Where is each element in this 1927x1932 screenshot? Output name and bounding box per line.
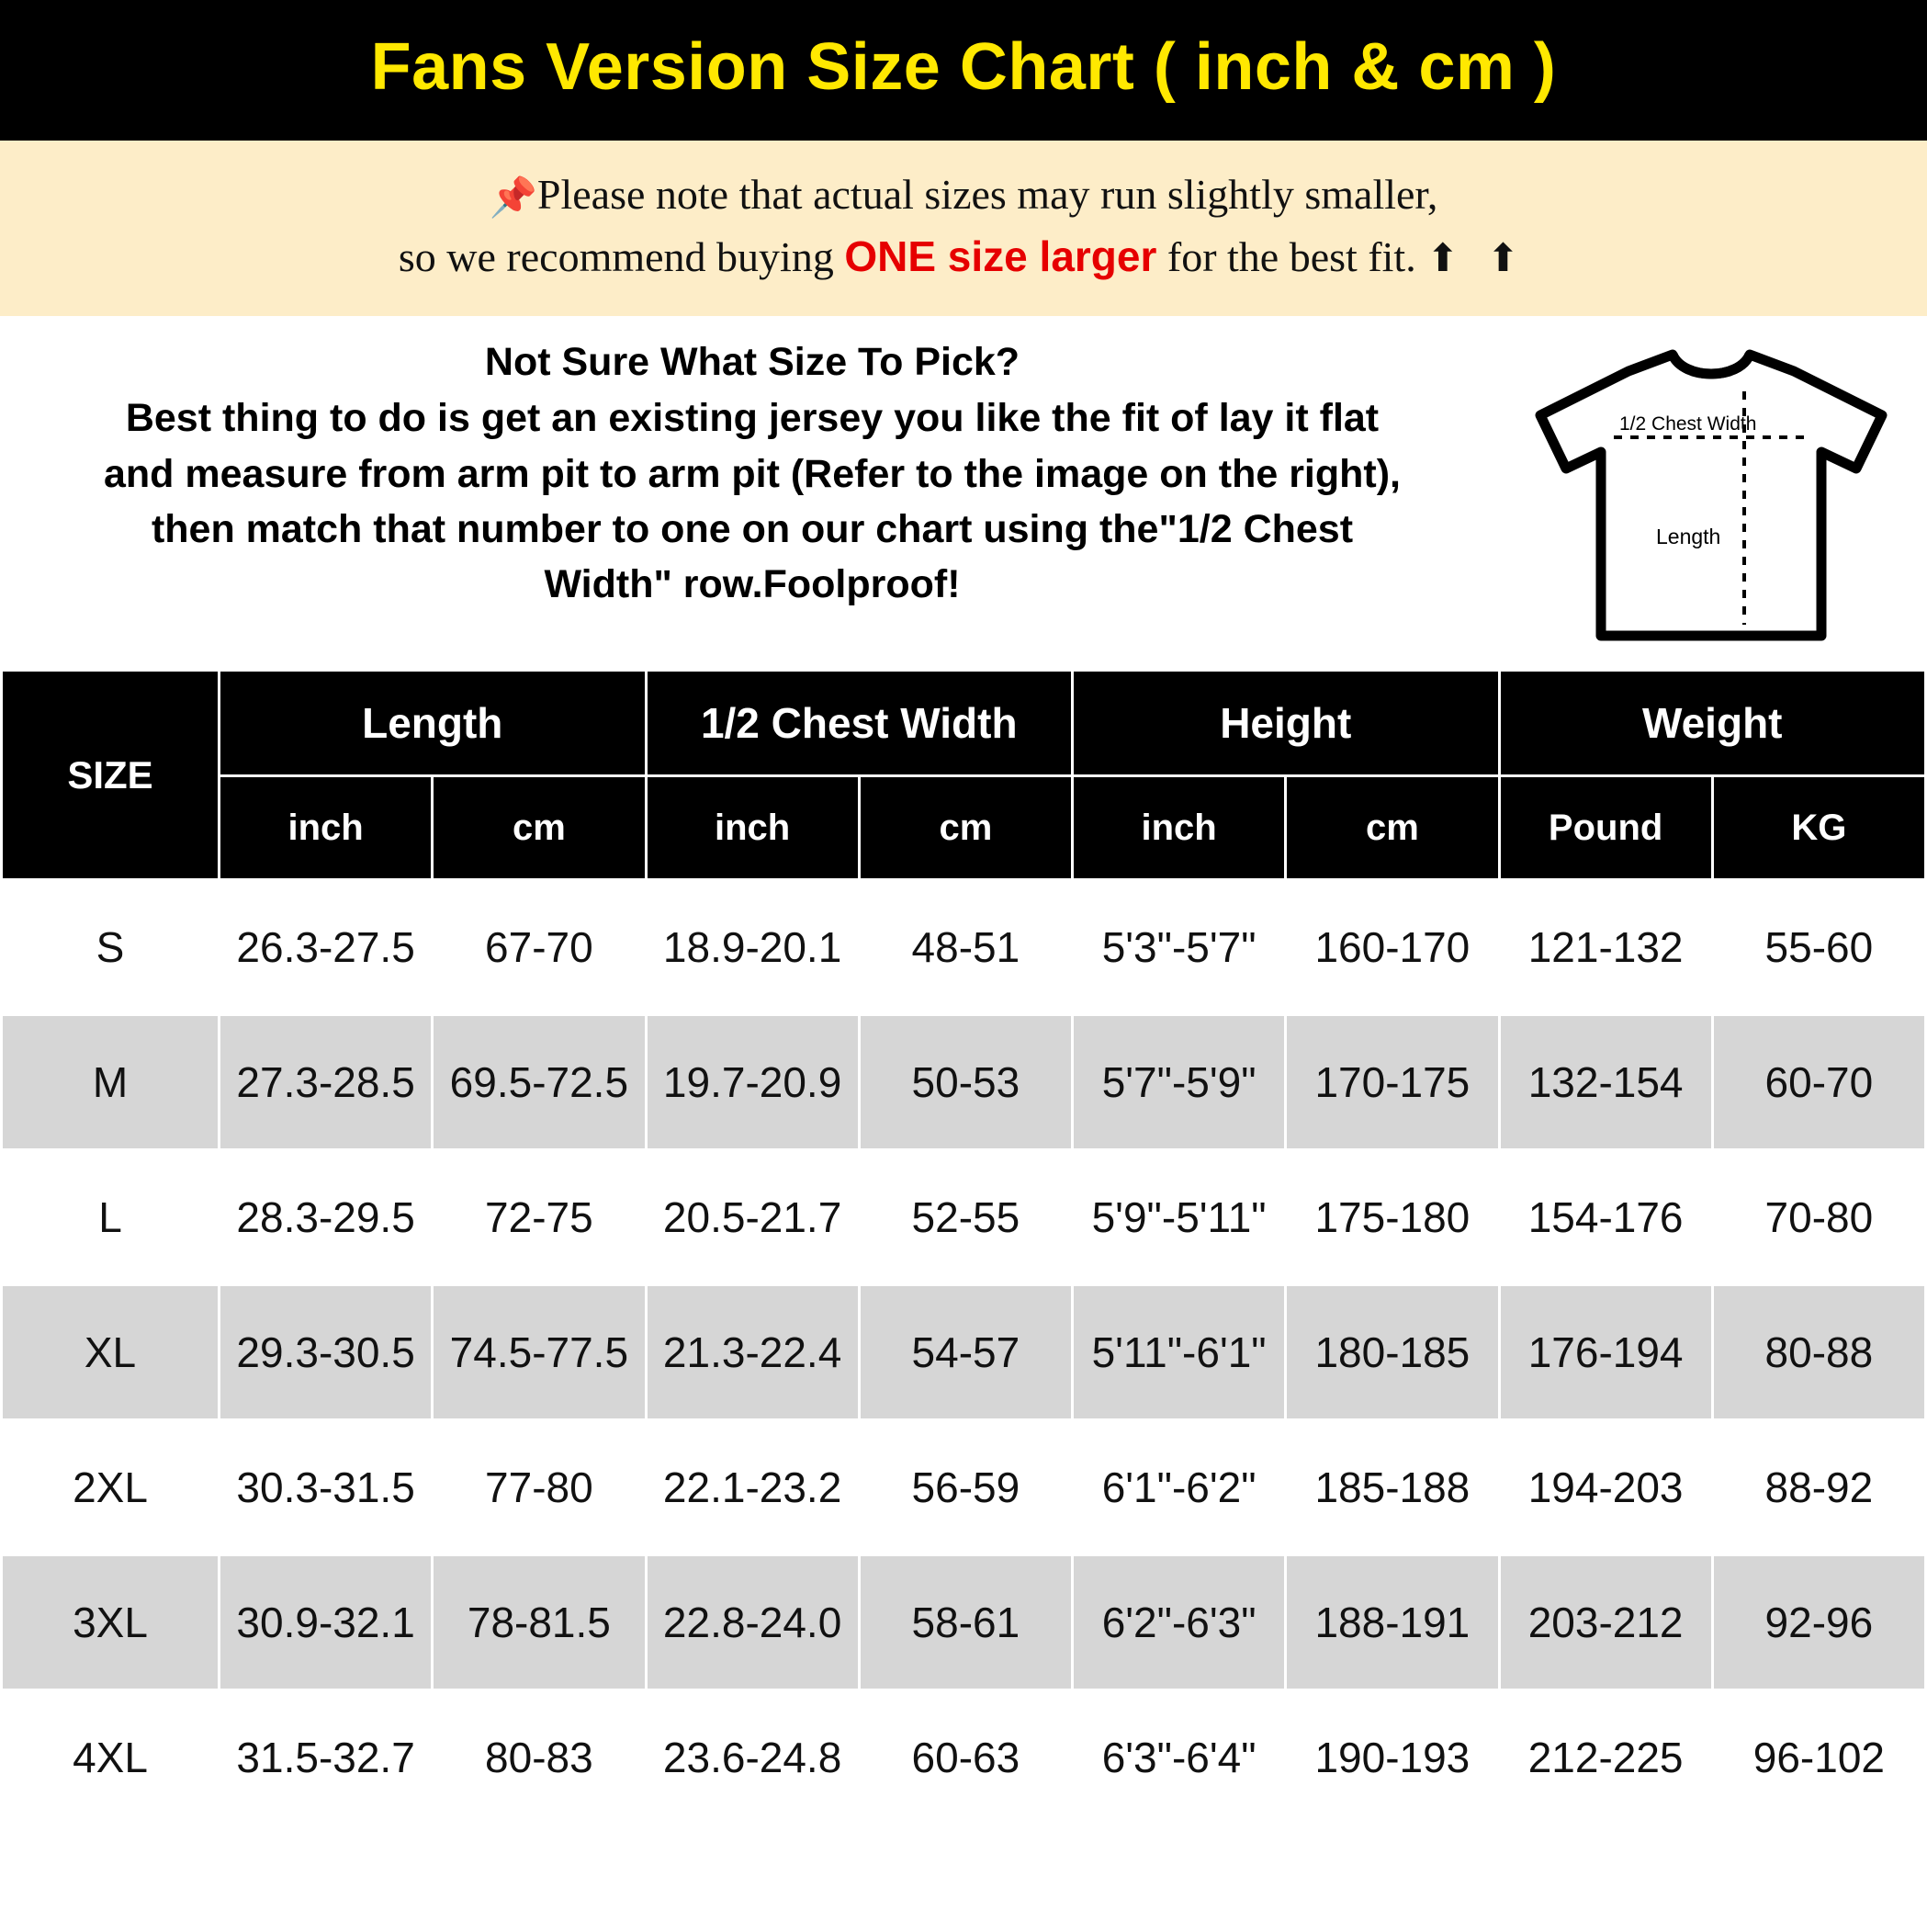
table-row <box>2 1150 1926 1285</box>
note-line-2 <box>18 227 1909 288</box>
cell-length-cm: 78-81.5 <box>433 1555 646 1690</box>
col-group-chest-width: 1/2 Chest Width <box>646 671 1073 776</box>
col-group-weight: Weight <box>1499 671 1926 776</box>
col-header-height-cm: cm <box>1286 776 1499 880</box>
cell-length-inch: 27.3-28.5 <box>220 1015 433 1150</box>
cell-height-inch: 6'1"-6'2" <box>1073 1420 1286 1555</box>
cell-height-cm: 185-188 <box>1286 1420 1499 1555</box>
cell-weight-pound: 212-225 <box>1499 1690 1712 1825</box>
cell-chest-inch: 22.8-24.0 <box>646 1555 859 1690</box>
cell-length-inch: 26.3-27.5 <box>220 880 433 1015</box>
tshirt-diagram <box>1495 340 1927 652</box>
col-header-height-inch: inch <box>1073 776 1286 880</box>
cell-length-cm: 69.5-72.5 <box>433 1015 646 1150</box>
cell-chest-cm: 56-59 <box>859 1420 1072 1555</box>
chest-width-label: 1/2 Chest Width <box>1619 413 1757 435</box>
cell-size: 2XL <box>2 1420 220 1555</box>
cell-length-cm: 67-70 <box>433 880 646 1015</box>
cell-chest-inch: 23.6-24.8 <box>646 1690 859 1825</box>
cell-weight-pound: 176-194 <box>1499 1285 1712 1420</box>
cell-weight-pound: 194-203 <box>1499 1420 1712 1555</box>
cell-chest-cm: 54-57 <box>859 1285 1072 1420</box>
table-row <box>2 1285 1926 1420</box>
cell-chest-cm: 52-55 <box>859 1150 1072 1285</box>
cell-height-cm: 170-175 <box>1286 1015 1499 1150</box>
table-row <box>2 1420 1926 1555</box>
cell-height-cm: 188-191 <box>1286 1555 1499 1690</box>
cell-length-cm: 72-75 <box>433 1150 646 1285</box>
size-table <box>0 669 1927 1826</box>
cell-weight-kg: 92-96 <box>1712 1555 1925 1690</box>
cell-height-inch: 5'3"-5'7" <box>1073 880 1286 1015</box>
cell-chest-cm: 50-53 <box>859 1015 1072 1150</box>
cell-size: M <box>2 1015 220 1150</box>
col-header-weight-kg: KG <box>1712 776 1925 880</box>
cell-size: XL <box>2 1285 220 1420</box>
size-table-body <box>2 880 1926 1825</box>
table-row <box>2 1015 1926 1150</box>
col-header-weight-pound: Pound <box>1499 776 1712 880</box>
help-text-block <box>0 340 1495 612</box>
cell-length-inch: 28.3-29.5 <box>220 1150 433 1285</box>
cell-length-inch: 31.5-32.7 <box>220 1690 433 1825</box>
help-title: Not Sure What Size To Pick? <box>484 340 1020 385</box>
col-header-chest-inch: inch <box>646 776 859 880</box>
help-section <box>0 320 1927 669</box>
cell-chest-inch: 18.9-20.1 <box>646 880 859 1015</box>
cell-length-inch: 29.3-30.5 <box>220 1285 433 1420</box>
note-text-2-post: for the best fit. <box>1156 232 1416 280</box>
cell-height-cm: 175-180 <box>1286 1150 1499 1285</box>
cell-weight-kg: 80-88 <box>1712 1285 1925 1420</box>
help-line-1: Best thing to do is get an existing jersey you like the fit of lay it flat <box>125 396 1380 441</box>
note-text-1: Please note that actual sizes may run slightly smaller, <box>536 171 1438 219</box>
help-line-2: and measure from arm pit to arm pit (Refer to the image on the right), <box>103 451 1401 496</box>
table-row <box>2 1690 1926 1825</box>
cell-size: S <box>2 880 220 1015</box>
cell-chest-inch: 19.7-20.9 <box>646 1015 859 1150</box>
cell-weight-kg: 60-70 <box>1712 1015 1925 1150</box>
cell-height-inch: 6'2"-6'3" <box>1073 1555 1286 1690</box>
cell-length-cm: 74.5-77.5 <box>433 1285 646 1420</box>
cell-length-inch: 30.9-32.1 <box>220 1555 433 1690</box>
length-label: Length <box>1656 525 1721 549</box>
cell-height-inch: 6'3"-6'4" <box>1073 1690 1286 1825</box>
cell-size: 4XL <box>2 1690 220 1825</box>
col-header-chest-cm: cm <box>859 776 1072 880</box>
cell-length-inch: 30.3-31.5 <box>220 1420 433 1555</box>
cell-length-cm: 77-80 <box>433 1420 646 1555</box>
cell-size: L <box>2 1150 220 1285</box>
cell-chest-cm: 60-63 <box>859 1690 1072 1825</box>
page-title: Fans Version Size Chart ( inch & cm ) <box>370 30 1557 104</box>
title-bar <box>0 0 1927 141</box>
cell-weight-pound: 132-154 <box>1499 1015 1712 1150</box>
cell-weight-pound: 203-212 <box>1499 1555 1712 1690</box>
cell-size: 3XL <box>2 1555 220 1690</box>
col-group-length: Length <box>220 671 647 776</box>
note-emphasis: ONE size larger <box>844 232 1157 280</box>
cell-weight-pound: 121-132 <box>1499 880 1712 1015</box>
cell-weight-pound: 154-176 <box>1499 1150 1712 1285</box>
col-header-length-cm: cm <box>433 776 646 880</box>
pin-icon: 📌 <box>489 177 537 220</box>
cell-weight-kg: 96-102 <box>1712 1690 1925 1825</box>
cell-height-cm: 190-193 <box>1286 1690 1499 1825</box>
cell-height-cm: 180-185 <box>1286 1285 1499 1420</box>
cell-chest-inch: 22.1-23.2 <box>646 1420 859 1555</box>
table-unit-header-row <box>2 776 1926 880</box>
cell-chest-cm: 48-51 <box>859 880 1072 1015</box>
help-line-3: then match that number to one on our chart using the"1/2 Chest <box>151 506 1354 551</box>
col-group-height: Height <box>1073 671 1500 776</box>
cell-weight-kg: 88-92 <box>1712 1420 1925 1555</box>
col-header-length-inch: inch <box>220 776 433 880</box>
up-arrows-icon: ⬆ ⬆ <box>1426 237 1529 280</box>
table-group-header-row <box>2 671 1926 776</box>
note-band <box>0 141 1927 320</box>
cell-weight-kg: 70-80 <box>1712 1150 1925 1285</box>
note-line-1 <box>18 164 1909 227</box>
tshirt-icon <box>1518 349 1904 652</box>
cell-chest-inch: 21.3-22.4 <box>646 1285 859 1420</box>
col-header-size: SIZE <box>2 671 220 880</box>
size-table-head <box>2 671 1926 880</box>
cell-weight-kg: 55-60 <box>1712 880 1925 1015</box>
table-row <box>2 1555 1926 1690</box>
help-line-4: Width" row.Foolproof! <box>544 562 961 606</box>
cell-chest-cm: 58-61 <box>859 1555 1072 1690</box>
cell-height-cm: 160-170 <box>1286 880 1499 1015</box>
cell-height-inch: 5'9"-5'11" <box>1073 1150 1286 1285</box>
cell-chest-inch: 20.5-21.7 <box>646 1150 859 1285</box>
note-text-2-pre: so we recommend buying <box>398 232 845 280</box>
cell-height-inch: 5'7"-5'9" <box>1073 1015 1286 1150</box>
cell-height-inch: 5'11"-6'1" <box>1073 1285 1286 1420</box>
table-row <box>2 880 1926 1015</box>
cell-length-cm: 80-83 <box>433 1690 646 1825</box>
